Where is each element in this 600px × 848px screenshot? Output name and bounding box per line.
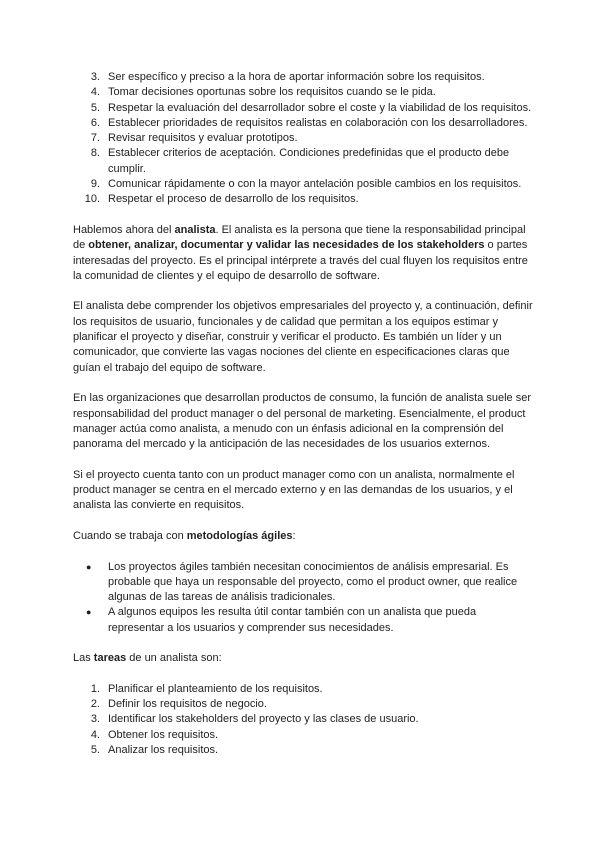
text-run: . El analista es la persona que tiene la responsabilidad principal de — [73, 223, 526, 252]
item-text: A algunos equipos les resulta útil contar también con un analista que pueda representar a los usuarios y comprender sus necesidades. — [108, 606, 477, 634]
item-number: 6. — [90, 116, 100, 129]
text-run: Cuando se trabaja con — [73, 529, 187, 542]
spacer — [73, 544, 533, 559]
item-text: Respetar la evaluación del desarrollador sobre el coste y la viabilidad de los requisitos. — [108, 101, 532, 114]
item-text: Analizar los requisitos. — [108, 744, 219, 757]
spacer — [73, 376, 533, 391]
item-text: Establecer prioridades de requisitos realistas en colaboración con los desarrolladores. — [108, 116, 528, 129]
item-text: Establecer criterios de aceptación. Condiciones predefinidas que el producto debe cumplir. — [108, 147, 510, 175]
item-text: Ser específico y preciso a la hora de aportar información sobre los requisitos. — [108, 71, 485, 83]
bullet-icon: ● — [86, 561, 92, 572]
item-text: Respetar el proceso de desarrollo de los requisitos. — [108, 193, 359, 206]
spacer — [73, 667, 533, 682]
list-item — [73, 697, 533, 712]
item-number: 5. — [90, 101, 100, 114]
item-text: Identificar los stakeholders del proyecto y las clases de usuario. — [108, 713, 419, 726]
analyst-tasks-list — [73, 682, 533, 758]
list-item — [73, 712, 533, 727]
bold-text: metodologías ágiles — [186, 529, 293, 542]
tasks-intro-paragraph — [73, 651, 533, 666]
agile-bullet-list — [73, 560, 533, 636]
item-text: Comunicar rápidamente o con la mayor antelación posible cambios en los requisitos. — [108, 178, 522, 191]
list-item — [73, 560, 533, 606]
item-number: 9. — [90, 178, 100, 191]
consumer-products-paragraph: En las organizaciones que desarrollan productos de consumo, la función de analista suele ser responsabilidad del product manager o del personal de marketing. Esencialmente, el product manager actúa como analista, a menudo con un énfasis adicional en la comprensión del panorama del mercado y la anticipación de las necesidades de los usuarios externos. — [73, 392, 532, 451]
item-number: 1. — [90, 682, 100, 695]
agile-intro-paragraph — [73, 529, 533, 544]
spacer — [73, 452, 533, 467]
list-item — [73, 131, 533, 146]
spacer — [73, 284, 533, 299]
list-item — [73, 728, 533, 743]
item-number: 3. — [90, 71, 100, 83]
text-run: Hablemos ahora del — [73, 223, 175, 236]
item-text: Planificar el planteamiento de los requisitos. — [108, 682, 323, 695]
text-run: Las — [73, 652, 94, 665]
list-item — [73, 192, 533, 207]
bold-text: tareas — [93, 652, 127, 665]
item-text: Los proyectos ágiles también necesitan conocimientos de análisis empresarial. Es probable que haya un responsable del proyecto, como el product owner, que realice algunas de las tareas de análisis tradicionales. — [108, 560, 518, 604]
bold-text: analista — [174, 223, 216, 236]
item-number: 10. — [84, 193, 100, 206]
list-item — [73, 101, 533, 116]
bold-text: obtener, analizar, documentar y validar las necesidades de los stakeholders — [88, 239, 485, 252]
item-number: 2. — [90, 698, 100, 711]
text-run: de un analista son: — [126, 652, 222, 665]
list-item — [73, 743, 533, 758]
list-item — [73, 146, 533, 177]
bullet-icon: ● — [86, 607, 92, 618]
text-run: : — [292, 529, 296, 542]
item-text: Tomar decisiones oportunas sobre los requisitos cuando se le pida. — [108, 86, 436, 99]
item-number: 8. — [90, 147, 100, 160]
item-number: 4. — [90, 728, 100, 741]
item-text: Obtener los requisitos. — [108, 728, 219, 741]
list-item — [73, 70, 533, 85]
item-number: 3. — [90, 713, 100, 726]
spacer — [73, 636, 533, 651]
list-item — [73, 605, 533, 636]
spacer — [73, 514, 533, 529]
text-run: o partes interesadas del proyecto. Es el principal intérprete a través del cual fluyen los requisitos entre la comunidad de clientes y el equipo de desarrollo de software. — [73, 239, 528, 282]
analyst-paragraph — [73, 223, 533, 284]
list-item — [73, 682, 533, 697]
spacer — [73, 208, 533, 223]
document-content — [73, 70, 533, 758]
item-text: Definir los requisitos de negocio. — [108, 698, 267, 711]
item-number: 5. — [90, 744, 100, 757]
item-number: 4. — [90, 86, 100, 99]
understanding-paragraph: El analista debe comprender los objetivos empresariales del proyecto y, a continuación, definir los requisitos de usuario, funcionales y de calidad que permitan a los equipos estimar y planificar el proyecto y diseñar, construir y verificar el producto. Es también un líder y un comunicador, que convierte las vagas nociones del cliente en especificaciones claras que guían el trabajo del equipo de software. — [73, 300, 533, 374]
list-item — [73, 177, 533, 192]
list-item — [73, 116, 533, 131]
item-number: 7. — [90, 132, 100, 145]
item-text: Revisar requisitos y evaluar prototipos. — [108, 132, 298, 145]
stakeholder-responsibilities-list — [73, 70, 533, 208]
product-manager-paragraph: Si el proyecto cuenta tanto con un product manager como con un analista, normalmente el product manager se centra en el mercado externo y en las demandas de los usuarios, y el analista las convierte en requisitos. — [73, 468, 515, 512]
list-item — [73, 85, 533, 100]
